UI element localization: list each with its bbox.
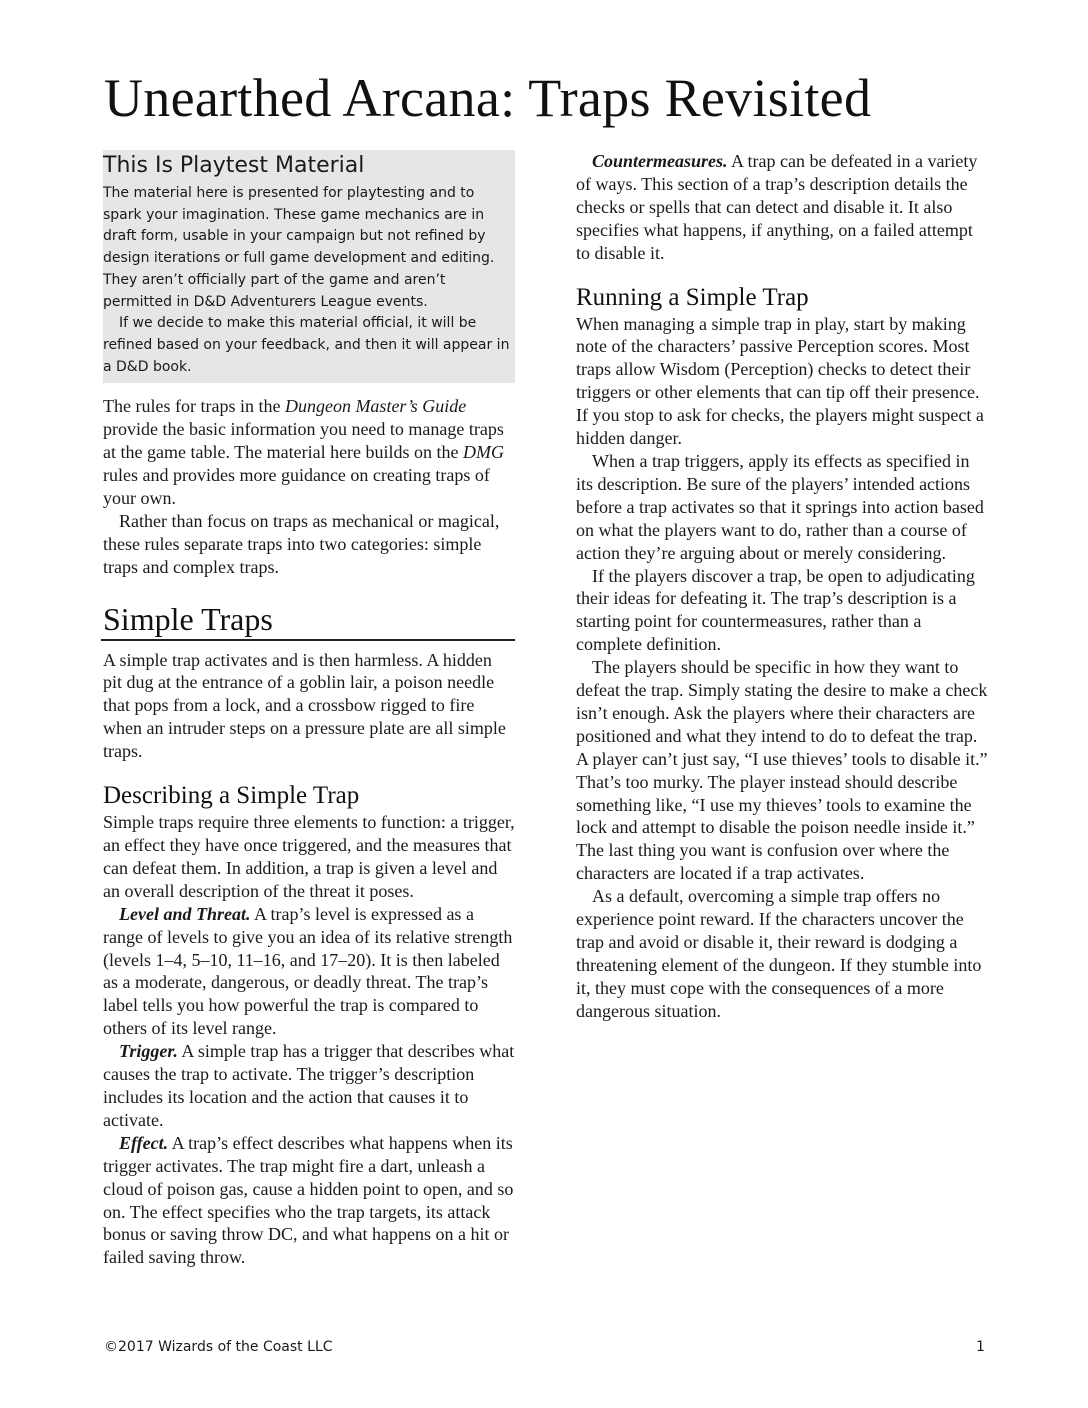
subheading-describing-simple-trap: Describing a Simple Trap (103, 782, 360, 810)
running-paragraph: As a default, overcoming a simple trap offers no experience point reward. If the characters uncover the trap and avoid or disable it, their reward is dodging a threatening element of the dungeon. If they stumble into it, they must cope with the consequences of a more dangerous situation. (576, 886, 982, 1021)
running-paragraph: When a trap triggers, apply its effects as specified in its description. Be sure of the players’ intended actions before a trap activates so that it springs into action based on what the players want to do, rather than a course of action they’re arguing about or merely considering. (576, 450, 984, 563)
left-column (103, 150, 515, 1269)
dmg-abbrev: DMG (463, 442, 505, 463)
sidebar-paragraph: If we decide to make this material official, it will be refined based on your feedback, and then it will appear in a D&D book. (103, 315, 510, 375)
subheading-running-simple-trap: Running a Simple Trap (576, 283, 809, 311)
footer-copyright: ©2017 Wizards of the Coast LLC (104, 1339, 333, 1355)
simple-traps-paragraph: A simple trap activates and is then harmless. A hidden pit dug at the entrance of a goblin lair, a poison needle that pops from a lock, and a crossbow rigged to fire when an intruder steps on a pressure plate are all simple traps. (103, 649, 506, 762)
sidebar-paragraph: The material here is presented for playtesting and to spark your imagination. These game mechanics are in draft form, usable in your campaign but not refined by design iterations or full game development and editing. They aren’t officially part of the game and aren’t permitted in D&D Adventurers League events. (103, 185, 495, 310)
level-threat-paragraph: Level and Threat. A trap’s level is expressed as a range of levels to give you an idea of its relative strength (levels 1–4, 5–10, 11–16, and 17–20). It is then labeled as a moderate, dangerous, or deadly threat. The trap’s label tells you how powerful the trap is compared to others of its level range. (103, 903, 513, 1039)
book-title: Dungeon Master’s Guide (284, 396, 467, 417)
page-title: Unearthed Arcana: Traps Revisited (104, 68, 872, 128)
countermeasures-paragraph: Countermeasures. A trap can be defeated in a variety of ways. This section of a trap’s description details the checks or spells that can detect and disable it. It also specifies what happens, if anything, on a failed attempt to disable it. (576, 151, 978, 263)
running-paragraph: The players should be specific in how they want to defeat the trap. Simply stating the desire to make a check isn’t enough. Ask the players where their characters are positioned and what they intend to do to defeat the trap. A player can’t just say, “I use thieves’ tools to disable it.” That’s too murky. The player instead should describe something like, “I use my thieves’ tools to examine the lock and attempt to disable the poison needle inside it.” The last thing you want is confusion over where the characters are located if a trap activates. (576, 657, 988, 884)
intro-paragraph: Rather than focus on traps as mechanical or magical, these rules separate traps into two categories: simple traps and complex traps. (103, 510, 500, 577)
right-column (576, 150, 988, 1023)
describing-intro-paragraph: Simple traps require three elements to function: a trigger, an effect they have once triggered, and the measures that can defeat them. In addition, a trap is given a level and an overall description of the threat it poses. (103, 812, 515, 901)
playtest-sidebar (103, 150, 515, 383)
intro-paragraph: The rules for traps in the Dungeon Master’s Guide provide the basic information you need to manage traps at the game table. The material here builds on the DMG rules and provides more guidance on creating traps of your own. (103, 396, 505, 508)
section-divider (101, 639, 515, 641)
sidebar-heading: This Is Playtest Material (103, 153, 365, 178)
running-paragraph: When managing a simple trap in play, start by making note of the characters’ passive Perception scores. Most traps allow Wisdom (Perception) checks to detect their triggers or other elements that can tip off their presence. If you stop to ask for checks, the players might suspect a hidden danger. (576, 313, 984, 449)
page-number: 1 (976, 1339, 985, 1355)
trigger-paragraph: Trigger. A simple trap has a trigger that describes what causes the trap to activate. The trigger’s description includes its location and the action that causes it to activate. (103, 1041, 515, 1130)
effect-paragraph: Effect. A trap’s effect describes what happens when its trigger activates. The trap might fire a dart, unleash a cloud of poison gas, cause a hidden point to open, and so on. The effect specifies who the trap targets, its attack bonus or saving throw DC, and what happens on a hit or failed saving throw. (103, 1132, 514, 1268)
section-heading-simple-traps: Simple Traps (103, 600, 273, 637)
running-paragraph: If the players discover a trap, be open to adjudicating their ideas for defeating it. The trap’s description is a starting point for countermeasures, rather than a complete definition. (576, 565, 975, 655)
